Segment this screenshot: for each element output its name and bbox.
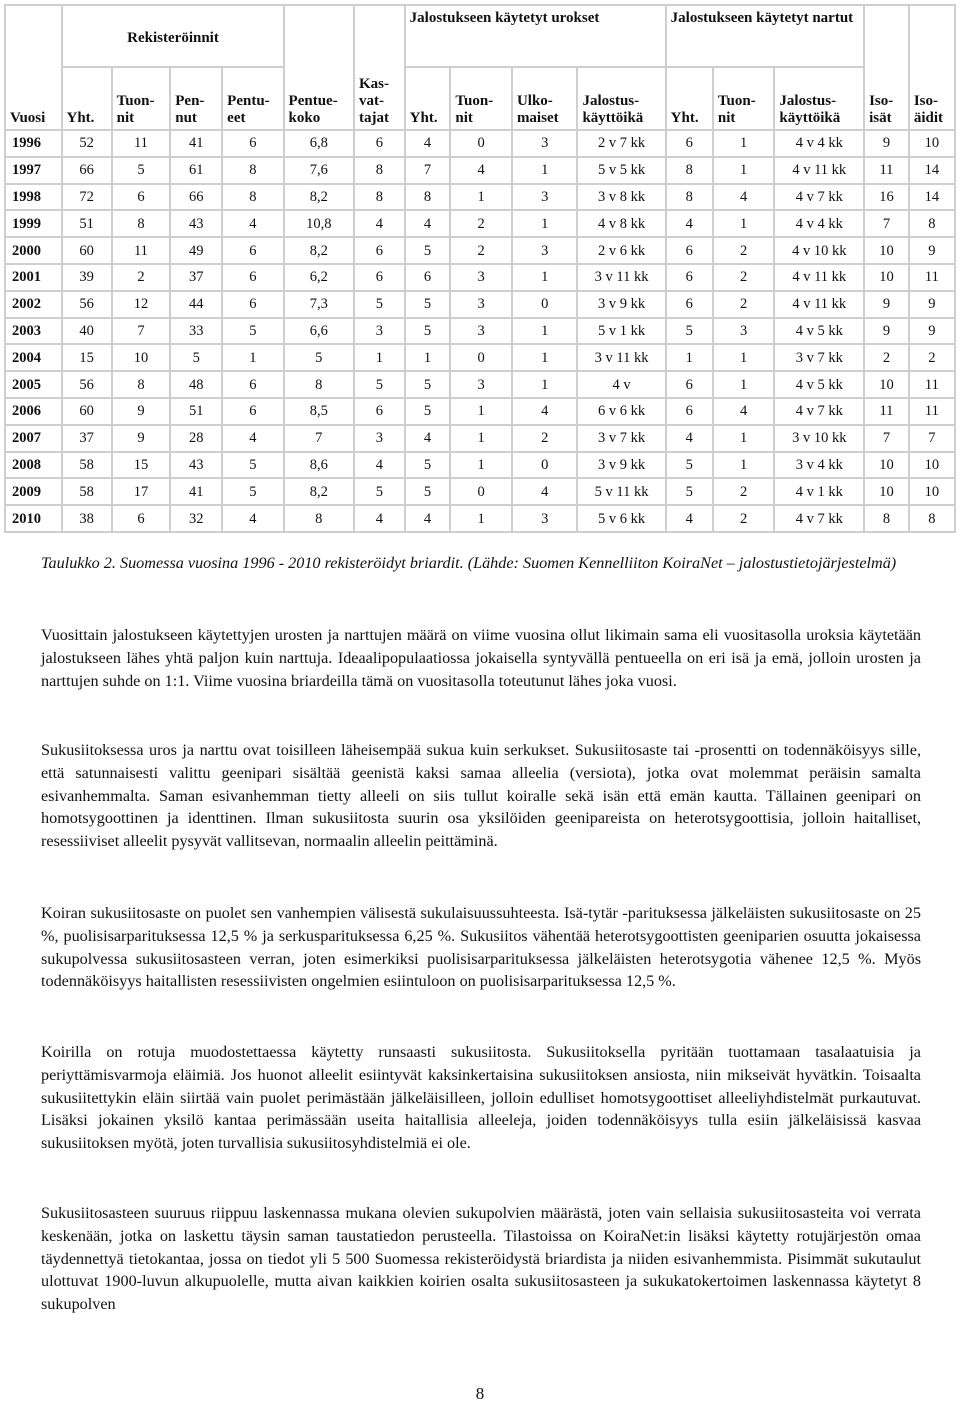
col-reg-yht: Yht. [62,67,112,130]
table-cell: 4 [405,425,451,452]
col-pentuekoko: Pentue-koko [284,5,354,130]
table-cell: 5 [222,452,283,479]
table-cell: 4 v 1 kk [774,478,864,505]
table-cell: 3 v 11 kk [577,344,665,371]
table-cell: 3 v 10 kk [774,425,864,452]
table-cell-year: 2009 [5,478,62,505]
table-cell: 3 [450,371,512,398]
table-cell: 49 [170,237,222,264]
table-cell: 3 [450,318,512,345]
table-cell: 2 v 7 kk [577,130,665,157]
table-cell: 5 v 5 kk [577,157,665,184]
table-cell: 0 [512,291,578,318]
table-cell: 8 [666,184,713,211]
table-cell: 51 [62,210,112,237]
table-cell: 48 [170,371,222,398]
table-cell-year: 2010 [5,505,62,532]
table-cell-year: 2002 [5,291,62,318]
table-cell: 4 [713,184,775,211]
table-cell: 3 [450,291,512,318]
table-cell: 2 [450,210,512,237]
table-cell: 38 [62,505,112,532]
table-cell-year: 2008 [5,452,62,479]
table-cell: 2 v 6 kk [577,237,665,264]
page-number: 8 [475,1384,485,1403]
table-cell: 2 [864,344,909,371]
table-cell: 9 [909,237,955,264]
table-cell-year: 2001 [5,264,62,291]
table-cell: 3 [354,425,405,452]
col-narttu-tuonnit: Tuon-nit [713,67,775,130]
table-cell: 51 [170,398,222,425]
table-cell: 6,6 [284,318,354,345]
table-cell: 3 [354,318,405,345]
table-cell: 11 [909,398,955,425]
table-cell: 0 [450,130,512,157]
table-row [5,478,955,505]
table-cell: 37 [170,264,222,291]
col-uros-ulkomaiset: Ulko-maiset [512,67,578,130]
table-cell: 5 [354,478,405,505]
table-row [5,184,955,211]
table-cell: 10 [864,371,909,398]
table-cell: 8 [354,184,405,211]
table-cell: 15 [62,344,112,371]
col-pentueet: Pentu-eet [222,67,283,130]
table-cell: 6 [112,505,171,532]
table-cell: 0 [450,478,512,505]
table-cell: 6 [222,130,283,157]
table-cell: 12 [112,291,171,318]
table-cell: 1 [512,371,578,398]
table-cell: 5 [666,478,713,505]
table-cell-year: 1998 [5,184,62,211]
table-cell: 8 [405,184,451,211]
table-cell: 10 [909,130,955,157]
table-cell: 3 [512,237,578,264]
table-cell: 1 [512,210,578,237]
table-cell: 1 [713,210,775,237]
table-cell: 61 [170,157,222,184]
table-cell: 2 [713,505,775,532]
table-cell: 6,2 [284,264,354,291]
table-cell: 4 [713,398,775,425]
table-cell: 6 [222,264,283,291]
table-cell: 4 [222,505,283,532]
table-cell: 11 [864,398,909,425]
table-cell: 4 v 7 kk [774,398,864,425]
table-cell-year: 1996 [5,130,62,157]
table-cell: 7,3 [284,291,354,318]
paragraph-1: Vuosittain jalostukseen käytettyjen urosten ja narttujen määrä on viime vuosina ollut likimain sama eli vuositasolla uroksia käytetään jalostukseen lähes yhtä paljon kuin narttuja. Ideaalipopulaatiossa jokaisella syntyvällä pentueella on eri isä ja emä, jolloin urosten ja narttujen suhde on 1:1. Viime vuosina briardeilla tämä on vuositasolla toteutunut lähes joka vuosi. [41,626,921,690]
table-cell: 17 [112,478,171,505]
paragraph-2: Sukusiitoksessa uros ja narttu ovat toisilleen läheisempää sukua kuin serkukset. Sukusiitosaste tai -prosentti on todennäköisyys sille, että satunnaisesti valittu geenipari sisältää geenistä kaksi samaa alleelia (versiota), jotka ovat molemmat peräisin samalta esivanhemmalta. Saman esivanhemman tietty alleeli on siis tullut koiralle sekä isän että emän kautta. Tällainen geenipari on homotsygoottinen ja identtinen. Ilman sukusiitosta suurin osa yksilöiden geenipareista on heterotsygoottisia, jolloin haitalliset, resessiiviset alleelit pysyvät vallitsevan, normaalin alleelin peittäminä. [41,741,921,851]
table-cell: 6 [222,237,283,264]
table-cell: 9 [909,291,955,318]
table-cell: 6 [222,291,283,318]
table-cell: 1 [222,344,283,371]
table-cell: 6 [222,398,283,425]
col-reg-tuonnit: Tuon-nit [112,67,171,130]
table-cell: 1 [713,130,775,157]
table-cell: 56 [62,371,112,398]
table-cell: 8 [222,157,283,184]
col-uros-yht: Yht. [405,67,451,130]
table-cell: 5 [405,478,451,505]
table-cell: 11 [909,371,955,398]
table-cell: 9 [112,398,171,425]
table-row [5,318,955,345]
table-cell: 6 [354,130,405,157]
table-cell: 9 [909,318,955,345]
table-cell: 1 [512,264,578,291]
table-cell: 37 [62,425,112,452]
group-rekisteroinnit: Rekisteröinnit [62,5,284,67]
table-cell: 4 [405,210,451,237]
table-cell: 1 [354,344,405,371]
table-cell-year: 2006 [5,398,62,425]
table-cell: 39 [62,264,112,291]
table-cell: 5 [222,478,283,505]
col-narttu-ika: Jalostus-käyttöikä [774,67,864,130]
table-cell: 4 [666,425,713,452]
table-cell: 2 [909,344,955,371]
table-cell: 7 [405,157,451,184]
table-cell: 4 [222,210,283,237]
table-cell: 6 [666,291,713,318]
table-cell: 4 v 8 kk [577,210,665,237]
table-cell: 41 [170,130,222,157]
registrations-table [4,4,956,533]
table-cell: 2 [112,264,171,291]
table-cell: 8,6 [284,452,354,479]
table-cell: 58 [62,478,112,505]
table-cell: 8 [284,505,354,532]
table-cell: 7 [284,425,354,452]
table-cell: 11 [909,264,955,291]
table-cell: 6 [112,184,171,211]
table-cell: 7 [864,425,909,452]
table-cell: 4 [666,210,713,237]
table-cell: 9 [864,130,909,157]
table-cell: 6 [354,398,405,425]
table-cell-year: 2007 [5,425,62,452]
table-cell: 8,2 [284,184,354,211]
table-cell: 5 [354,371,405,398]
table-cell: 5 v 1 kk [577,318,665,345]
table-cell: 14 [909,184,955,211]
table-cell: 6 [666,237,713,264]
table-cell: 6 [666,398,713,425]
table-cell-year: 2005 [5,371,62,398]
table-cell: 8,2 [284,237,354,264]
table-row [5,157,955,184]
table-cell: 8 [909,210,955,237]
table-cell: 8 [112,210,171,237]
table-cell: 9 [112,425,171,452]
table-cell: 7,6 [284,157,354,184]
table-cell: 4 [354,210,405,237]
table-cell: 11 [112,237,171,264]
table-cell: 66 [170,184,222,211]
table-cell: 1 [450,425,512,452]
table-cell: 10 [112,344,171,371]
table-cell: 5 [405,371,451,398]
table-cell: 6,8 [284,130,354,157]
table-cell: 4 [354,452,405,479]
table-cell: 4 v 10 kk [774,237,864,264]
table-cell: 1 [713,344,775,371]
table-cell: 2 [512,425,578,452]
table-cell: 4 v 11 kk [774,291,864,318]
table-cell-year: 2004 [5,344,62,371]
table-cell: 4 v 4 kk [774,130,864,157]
table-cell: 1 [450,184,512,211]
table-cell: 4 [405,505,451,532]
table-cell: 2 [713,264,775,291]
table-cell: 72 [62,184,112,211]
col-uros-tuonnit: Tuon-nit [450,67,512,130]
table-cell: 3 [512,130,578,157]
table-cell: 3 v 9 kk [577,452,665,479]
table-row [5,130,955,157]
table-cell: 56 [62,291,112,318]
table-cell-year: 1997 [5,157,62,184]
table-cell: 14 [909,157,955,184]
table-cell: 7 [112,318,171,345]
group-nartut: Jalostukseen käytetyt nartut [666,5,864,67]
table-cell: 4 [354,505,405,532]
table-cell: 1 [450,398,512,425]
paragraph-3: Koiran sukusiitosaste on puolet sen vanhempien välisestä sukulaisuussuhteesta. Isä-tytär -parituksessa jälkeläisten sukusiitosaste on 25 %, puolisisarparituksessa 12,5 % ja serkusparituksessa 6,25 %. Sukusiitos vähentää heterotsygoottisten geeniparien osuutta jokaisessa sukupolvessa sukusiitosasteen verran, joten esimerkiksi puolisisarparituksessa jälkeläisten heterotsygotia vähenee 12,5 %. Myös todennäköisyys haitallisten resessiivisten ongelmien esiintuloon on puolisisarparituksessa 12,5 %. [41,904,921,991]
table-cell: 4 v 7 kk [774,184,864,211]
table-cell: 6 [666,371,713,398]
table-body [5,130,955,532]
table-cell: 1 [666,344,713,371]
table-cell: 10 [909,478,955,505]
table-cell-year: 1999 [5,210,62,237]
table-row [5,505,955,532]
table-cell: 2 [450,237,512,264]
table-cell: 5 [405,237,451,264]
group-urokset: Jalostukseen käytetyt urokset [405,5,666,67]
table-cell: 4 [405,130,451,157]
paragraph-4: Koirilla on rotuja muodostettaessa käytetty runsaasti sukusiitosta. Sukusiitoksella pyritään tuottamaan tasalaatuisia ja periyttämisvarmoja eläimiä. Jos huonot alleelit esiintyvät kaksinkertaisina sukusiitoksen ansiosta, niin mikseivät hyvätkin. Toisaalta sukusiitettykin eläin siirtää vain puolet perimästään jälkeläisilleen, jolloin edulliset homotsygoottiset alleeliyhdistelmät purkautuvat. Lisäksi jokainen yksilö kantaa perimässään useita haitallisia alleeleja, joiden todennäköisyys tulla esiin jälkeläisissä kasvaa sukusiitoksen myötä, joten turvallisia sukusiitosyhdistelmiä ei ole. [41,1043,921,1153]
table-cell: 6 v 6 kk [577,398,665,425]
table-cell: 3 [450,264,512,291]
table-cell: 5 [112,157,171,184]
table-cell: 5 [170,344,222,371]
table-cell: 2 [713,237,775,264]
table-cell: 4 [222,425,283,452]
table-cell: 10,8 [284,210,354,237]
table-row [5,237,955,264]
table-cell: 1 [512,157,578,184]
table-cell: 2 [713,291,775,318]
table-cell: 11 [112,130,171,157]
table-cell: 58 [62,452,112,479]
table-cell: 11 [864,157,909,184]
table-row [5,425,955,452]
table-cell: 1 [713,452,775,479]
table-cell: 4 v 4 kk [774,210,864,237]
table-cell: 6 [222,371,283,398]
table-row [5,210,955,237]
table-cell: 5 [222,318,283,345]
table-cell: 6 [405,264,451,291]
table-cell: 43 [170,452,222,479]
table-cell: 5 [284,344,354,371]
table-cell: 6 [666,130,713,157]
paragraph-5: Sukusiitosasteen suuruus riippuu laskennassa mukana olevien sukupolvien määrästä, joten vain sellaisia sukusiitosasteita voi verrata keskenään, jotka on laskettu täysin saman taustatiedon perusteella. Tilastoissa on KoiraNet:in lisäksi käytetty rotujärjestön omaa täydennettyä tietokantaa, jossa on tiedot yli 5 500 Suomessa rekisteröidystä briardista ja niiden esivanhemmista. Pisimmät sukutaulut ulottuvat 1900-luvun alkupuolelle, mutta aivan kaikkien koirien osalta sukusiitosasteen ja sukukatokertoimen laskennassa käytetyt 8 sukupolven [41,1204,921,1314]
table-cell: 8 [222,184,283,211]
col-isoisat: Iso-isät [864,5,909,130]
table-cell: 66 [62,157,112,184]
table-cell: 5 v 11 kk [577,478,665,505]
col-isoaidit: Iso-äidit [909,5,955,130]
table-cell: 8 [864,505,909,532]
table-cell: 40 [62,318,112,345]
table-cell: 32 [170,505,222,532]
table-row [5,398,955,425]
table-cell: 3 [512,505,578,532]
table-cell: 0 [450,344,512,371]
table-row [5,452,955,479]
table-cell: 1 [512,318,578,345]
table-cell: 4 [512,478,578,505]
table-cell: 4 [512,398,578,425]
table-cell: 1 [450,452,512,479]
table-cell: 3 v 7 kk [774,344,864,371]
table-cell: 1 [713,157,775,184]
table-row [5,344,955,371]
table-cell: 1 [405,344,451,371]
table-cell: 10 [864,478,909,505]
table-cell: 8 [666,157,713,184]
col-narttu-yht: Yht. [666,67,713,130]
table-cell: 15 [112,452,171,479]
table-cell: 8 [354,157,405,184]
table-cell-year: 2003 [5,318,62,345]
table-cell: 1 [713,425,775,452]
table-row [5,291,955,318]
table-row [5,371,955,398]
table-cell: 0 [512,452,578,479]
table-cell: 4 [666,505,713,532]
table-cell: 3 v 4 kk [774,452,864,479]
table-cell: 3 v 9 kk [577,291,665,318]
table-cell: 10 [864,237,909,264]
table-cell: 1 [450,505,512,532]
table-cell: 6 [354,264,405,291]
table-cell: 9 [864,291,909,318]
table-cell: 60 [62,398,112,425]
table-cell: 5 [405,318,451,345]
table-cell: 7 [864,210,909,237]
table-caption: Taulukko 2. Suomessa vuosina 1996 - 2010 rekisteröidyt briardit. (Lähde: Suomen Kennelliiton KoiraNet – jalostustietojärjestelmä) [41,554,897,572]
col-vuosi: Vuosi [5,5,62,130]
col-pennut: Pen-nut [170,67,222,130]
table-cell: 44 [170,291,222,318]
table-cell: 60 [62,237,112,264]
table-cell: 3 [512,184,578,211]
table-cell: 1 [713,371,775,398]
table-cell: 8,5 [284,398,354,425]
table-cell-year: 2000 [5,237,62,264]
table-cell: 16 [864,184,909,211]
table-cell: 8,2 [284,478,354,505]
table-cell: 8 [909,505,955,532]
table-cell: 43 [170,210,222,237]
table-cell: 4 v 11 kk [774,157,864,184]
table-cell: 5 [666,452,713,479]
table-cell: 8 [112,371,171,398]
table-cell: 6 [666,264,713,291]
table-cell: 10 [909,452,955,479]
table-cell: 9 [864,318,909,345]
table-cell: 3 v 11 kk [577,264,665,291]
table-cell: 4 v [577,371,665,398]
table-cell: 5 [405,291,451,318]
table-cell: 10 [864,452,909,479]
table-cell: 52 [62,130,112,157]
table-cell: 4 v 5 kk [774,371,864,398]
col-uros-ika: Jalostus-käyttöikä [577,67,665,130]
table-cell: 5 [666,318,713,345]
table-cell: 41 [170,478,222,505]
table-cell: 4 [450,157,512,184]
table-cell: 4 v 5 kk [774,318,864,345]
table-cell: 10 [864,264,909,291]
col-kasvattajat: Kas-vat-tajat [354,5,405,130]
table-cell: 4 v 7 kk [774,505,864,532]
table-cell: 4 v 11 kk [774,264,864,291]
table-cell: 5 [405,398,451,425]
table-cell: 3 v 8 kk [577,184,665,211]
table-cell: 5 [405,452,451,479]
table-cell: 5 [354,291,405,318]
table-cell: 28 [170,425,222,452]
table-cell: 33 [170,318,222,345]
table-cell: 7 [909,425,955,452]
table-cell: 6 [354,237,405,264]
table-row [5,264,955,291]
table-cell: 3 v 7 kk [577,425,665,452]
table-cell: 1 [512,344,578,371]
table-cell: 8 [284,371,354,398]
table-cell: 2 [713,478,775,505]
table-cell: 3 [713,318,775,345]
table-cell: 5 v 6 kk [577,505,665,532]
